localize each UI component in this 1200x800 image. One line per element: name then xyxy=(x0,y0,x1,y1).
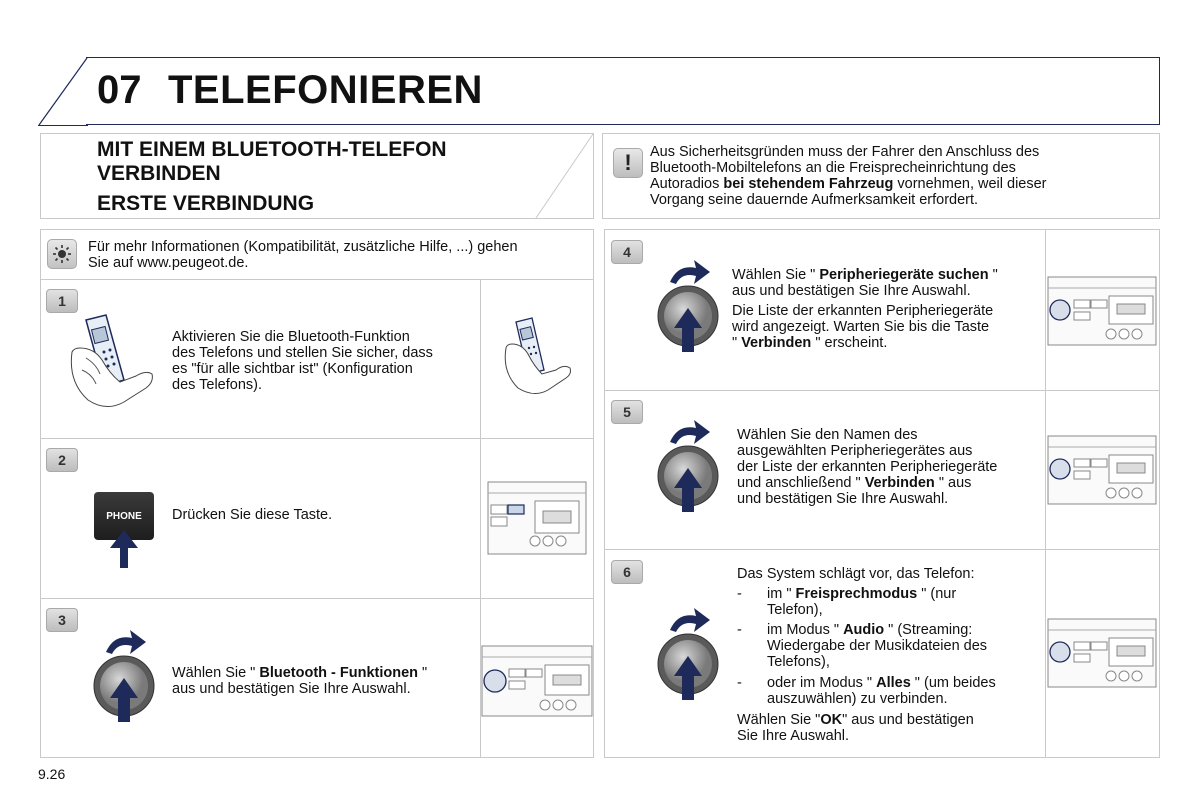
hand-phone-small-icon xyxy=(500,316,576,400)
step-6-end-line2: Sie Ihre Auswahl. xyxy=(737,728,850,744)
step-6-option-audio-line3: Telefons), xyxy=(767,654,830,670)
radio-unit-knob-icon xyxy=(1047,276,1157,346)
step-4-line1: Wählen Sie " Peripheriegeräte suchen " xyxy=(732,267,998,283)
step-6-option-all-line2: auszuwählen) zu verbinden. xyxy=(767,691,948,707)
section-title-line2: VERBINDEN xyxy=(97,162,221,185)
step-6-intro: Das System schlägt vor, das Telefon: xyxy=(737,566,975,582)
bullet-dash: - xyxy=(737,622,742,638)
separator-step4 xyxy=(604,390,1160,391)
rotary-knob-icon xyxy=(656,418,724,514)
chapter-number: 07 xyxy=(97,68,142,112)
phone-button[interactable]: PHONE xyxy=(94,492,154,540)
separator-step2 xyxy=(40,598,594,599)
step-6-option-handsfree-line2: Telefon), xyxy=(767,602,823,618)
step-5-badge: 5 xyxy=(611,400,643,424)
step-3-line2: aus und bestätigen Sie Ihre Auswahl. xyxy=(172,681,411,697)
step-4-badge: 4 xyxy=(611,240,643,264)
info-line2: Sie auf www.peugeot.de. xyxy=(88,255,249,271)
step-1-badge: 1 xyxy=(46,289,78,313)
step-5-line3: der Liste der erkannten Peripheriegeräte xyxy=(737,459,998,475)
header-diagonal xyxy=(38,57,88,126)
page-number: 9.26 xyxy=(38,766,66,782)
step-1-line2: des Telefons und stellen Sie sicher, dass xyxy=(172,345,433,361)
bullet-dash: - xyxy=(737,675,742,691)
step-5-line2: ausgewählten Peripheriegerätes aus xyxy=(737,443,973,459)
warning-line2: Bluetooth-Mobiltelefons an die Freisprecheinrichtung des xyxy=(650,160,1016,176)
step-4-line3: Die Liste der erkannten Peripheriegeräte xyxy=(732,303,994,319)
rotary-knob-icon xyxy=(656,258,724,354)
radio-unit-knob-icon xyxy=(1047,435,1157,505)
separator-info xyxy=(40,279,594,280)
step-3-badge: 3 xyxy=(46,608,78,632)
right-image-column-divider xyxy=(1045,229,1046,758)
hand-phone-icon xyxy=(66,312,158,414)
rotary-knob-icon xyxy=(656,606,724,702)
step-6-end-line1: Wählen Sie "OK" aus und bestätigen xyxy=(737,712,974,728)
warning-line4: Vorgang seine dauernde Aufmerksamkeit erfordert. xyxy=(650,192,979,208)
step-5-line1: Wählen Sie den Namen des xyxy=(737,427,918,443)
radio-unit-knob-icon xyxy=(1047,618,1157,688)
info-line1: Für mehr Informationen (Kompatibilität, zusätzliche Hilfe, ...) gehen xyxy=(88,239,518,255)
step-6-option-audio-line2: Wiedergabe der Musikdateien des xyxy=(767,638,988,654)
lightbulb-icon xyxy=(47,239,77,269)
warning-line1: Aus Sicherheitsgründen muss der Fahrer den Anschluss des xyxy=(650,144,1040,160)
section-title-diagonal xyxy=(530,133,594,219)
step-2-badge: 2 xyxy=(46,448,78,472)
radio-unit-phone-icon xyxy=(487,481,587,555)
step-4-line2: aus und bestätigen Sie Ihre Auswahl. xyxy=(732,283,971,299)
step-6-option-handsfree: - im " Freisprechmodus " (nur xyxy=(737,586,957,602)
bullet-dash: - xyxy=(737,586,742,602)
section-subtitle: ERSTE VERBINDUNG xyxy=(97,192,315,215)
step-6-badge: 6 xyxy=(611,560,643,584)
step-3-line1: Wählen Sie " Bluetooth - Funktionen " xyxy=(172,665,428,681)
step-2-line1: Drücken Sie diese Taste. xyxy=(172,507,333,523)
separator-step1 xyxy=(40,438,594,439)
exclamation-icon: ! xyxy=(613,148,643,178)
section-title-line1: MIT EINEM BLUETOOTH-TELEFON xyxy=(97,138,447,161)
step-6-option-audio: - im Modus " Audio " (Streaming: xyxy=(737,622,973,638)
step-5-line5: und bestätigen Sie Ihre Auswahl. xyxy=(737,491,949,507)
step-1-line4: des Telefons). xyxy=(172,377,263,393)
step-1-line1: Aktivieren Sie die Bluetooth-Funktion xyxy=(172,329,410,345)
step-4-line4: wird angezeigt. Warten Sie bis die Taste xyxy=(732,319,990,335)
radio-unit-knob-icon xyxy=(481,645,593,717)
rotary-knob-icon xyxy=(92,628,160,724)
warning-line3: Autoradios bei stehendem Fahrzeug vornehmen, weil dieser xyxy=(650,176,1047,192)
separator-step5 xyxy=(604,549,1160,550)
step-1-line3: es "für alle sichtbar ist" (Konfiguration xyxy=(172,361,413,377)
chapter-title: TELEFONIEREN xyxy=(168,68,483,112)
arrow-up-icon xyxy=(108,528,140,570)
step-5-line4: und anschließend " Verbinden " aus xyxy=(737,475,972,491)
step-4-line5: " Verbinden " erscheint. xyxy=(732,335,888,351)
step-6-option-all: - oder im Modus " Alles " (um beides xyxy=(737,675,996,691)
